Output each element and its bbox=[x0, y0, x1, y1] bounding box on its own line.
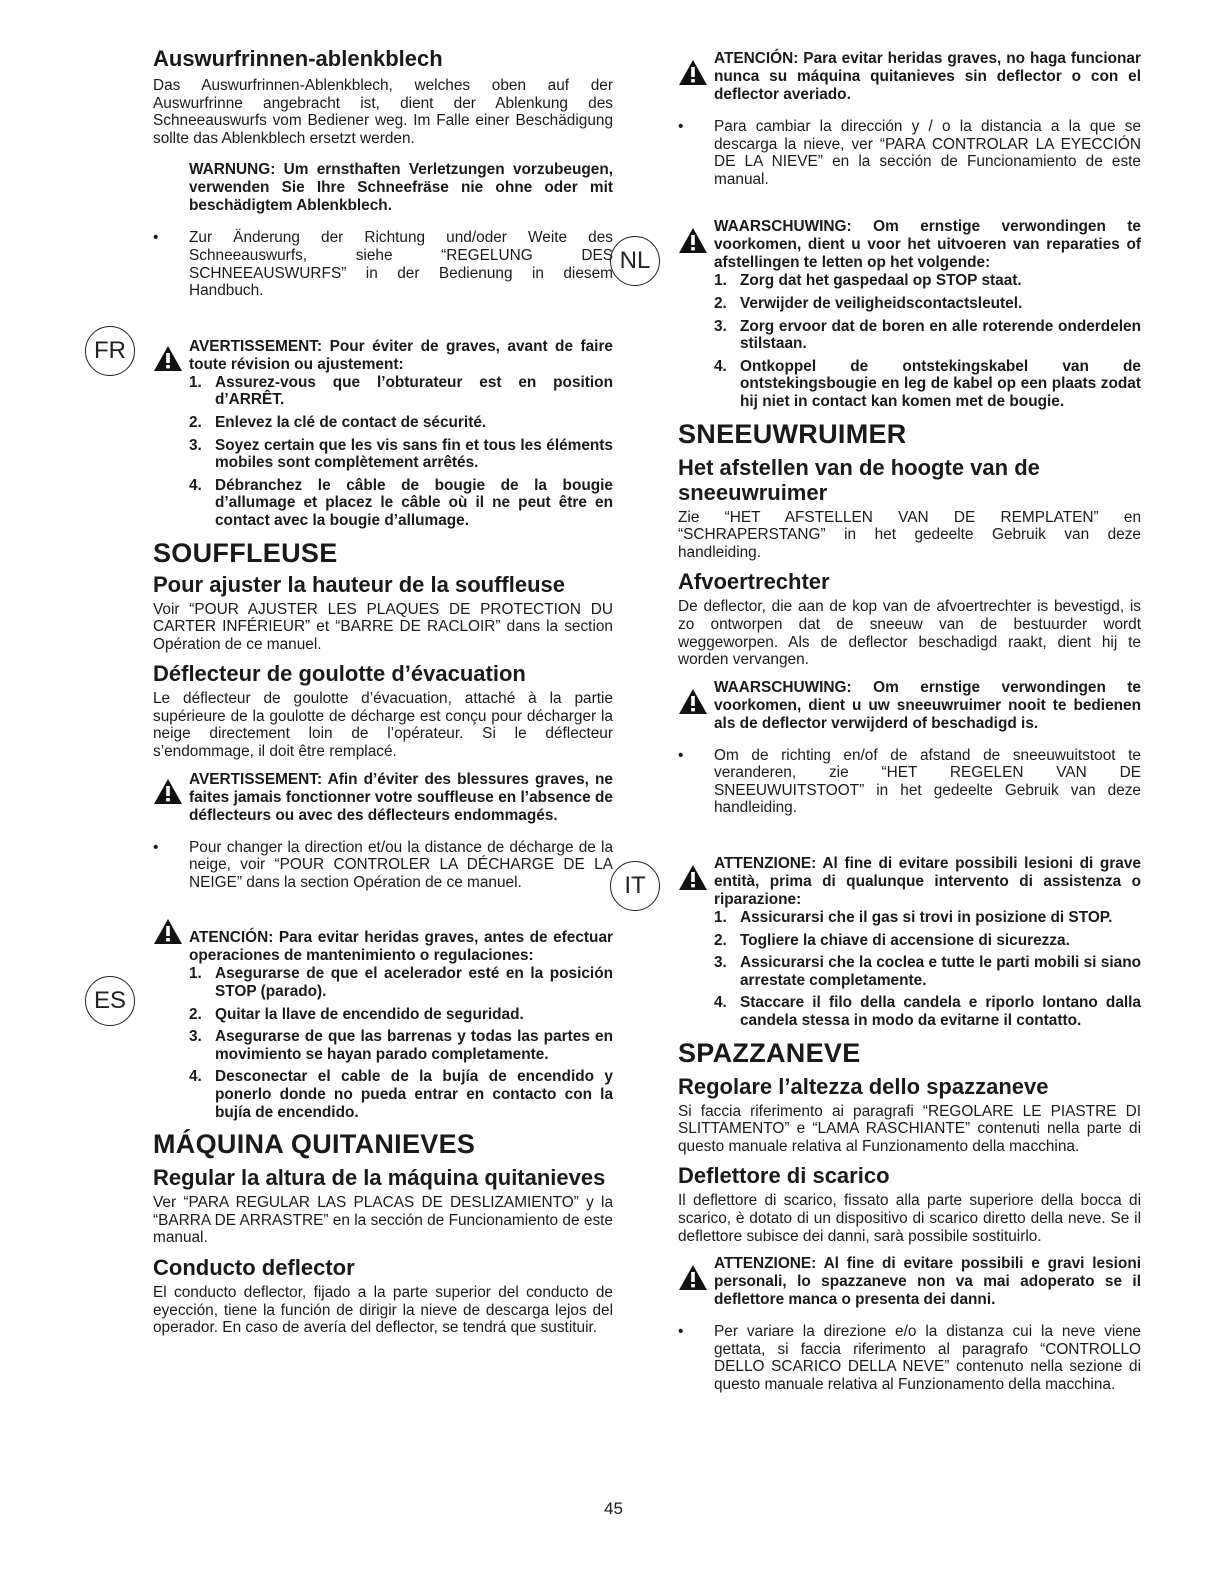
warning-icon bbox=[678, 864, 708, 891]
es-bullet bbox=[678, 118, 1141, 188]
warning-icon bbox=[153, 918, 183, 945]
list-item: 2. Enlevez la clé de contact de sécurité. bbox=[189, 413, 487, 431]
lang-badge-nl: NL bbox=[610, 236, 660, 286]
it-deflector-heading: Deflettore di scarico bbox=[678, 1163, 890, 1189]
nl-warning bbox=[678, 218, 1141, 272]
right-column bbox=[678, 50, 1141, 1394]
nl-steps bbox=[678, 272, 1141, 410]
fr-title: SOUFFLEUSE bbox=[153, 537, 338, 568]
nl-deflector-paragraph: De deflector, die aan de kop van de afvoertrechter is bevestigd, is zo ontworpen dat de sneeuw van de bestuurder wordt weggeworpen. Als de deflector beschadigd raakt, dient hij te worden vervangen. bbox=[678, 598, 1141, 669]
list-item: 2. Verwijder de veiligheidscontactsleutel. bbox=[714, 294, 1023, 312]
fr-height-heading: Pour ajuster la hauteur de la souffleuse bbox=[153, 571, 565, 597]
de-warning-text: WARNUNG: Um ernsthaften Verletzungen vorzubeugen, verwenden Sie Ihre Schneefräse nie ohne oder mit beschädigtem Ablenkblech. bbox=[189, 161, 613, 215]
fr-warning-2-text: AVERTISSEMENT: Afin d’éviter des blessures graves, ne faites jamais fonctionner votre souffleuse en l’absence de déflecteurs ou avec des déflecteurs endommagés. bbox=[189, 770, 613, 824]
list-item: 3. Soyez certain que les vis sans fin et tous les éléments mobiles sont complètement arrêtés. bbox=[189, 436, 613, 472]
list-item: 1. Asegurarse de que el acelerador esté en la posición STOP (parado). bbox=[189, 965, 613, 1001]
list-item: 4. Ontkoppel de ontstekingskabel van de ontstekingsbougie en leg de kabel op een plaats zodat hij niet in contact kan komen met de bougie. bbox=[714, 357, 1141, 410]
list-item: 1. Assicurarsi che il gas si trovi in posizione di STOP. bbox=[714, 909, 1113, 927]
list-item: 3. Asegurarse de que las barrenas y todas las partes en movimiento se hayan parado completamente. bbox=[189, 1028, 613, 1063]
page-number: 45 bbox=[604, 1499, 623, 1518]
list-item: 4. Débranchez le câble de bougie de la bougie d’allumage et placez le câble où il ne peut être en contact avec la bougie d’allumage. bbox=[189, 476, 613, 529]
nl-deflector-heading: Afvoertrechter bbox=[678, 569, 830, 595]
de-bullet bbox=[153, 229, 613, 299]
list-item: 3. Zorg ervoor dat de boren en alle roterende onderdelen stilstaan. bbox=[714, 317, 1141, 353]
it-bullet bbox=[678, 1323, 1141, 1393]
it-warning-text: ATTENZIONE: Al fine di evitare possibili lesioni di grave entità, prima di qualunque intervento di assistenza o riparazione: bbox=[714, 855, 1141, 909]
de-warning bbox=[153, 161, 613, 215]
es-warning bbox=[153, 929, 613, 965]
it-title: SPAZZANEVE bbox=[678, 1037, 861, 1068]
it-warning bbox=[678, 855, 1141, 909]
es-warning-2 bbox=[678, 50, 1141, 104]
nl-bullet-text: Om de richting en/of de afstand de sneeuwuitstoot te veranderen, zie “HET REGELEN VAN DE SNEEUWUITSTOOT” in het gedeelte Gebruik van deze handleiding. bbox=[714, 746, 1141, 817]
it-bullet-text: Per variare la direzione e/o la distanza cui la neve viene gettata, si faccia riferimento al paragrafo “CONTROLLO DELLO SCARICO DELLA NEVE” contenuto nella sezione di questo manuale relativa al Funzionamento della macchina. bbox=[714, 1323, 1141, 1393]
bullet-dot: • bbox=[678, 118, 684, 135]
lang-badge-fr: FR bbox=[85, 326, 135, 376]
fr-warning-text: AVERTISSEMENT: Pour éviter de graves, avant de faire toute révision ou ajustement: bbox=[189, 337, 613, 373]
fr-height-paragraph: Voir “POUR AJUSTER LES PLAQUES DE PROTECTION DU CARTER INFÉRIEUR” et “BARRE DE RACLOIR” dans la section Opération de ce manuel. bbox=[153, 600, 613, 653]
nl-warning-2-text: WAARSCHUWING: Om ernstige verwondingen te voorkomen, dient u uw sneeuwruimer nooit te bedienen als de deflector verwijderd of beschadigd is. bbox=[714, 678, 1141, 732]
fr-bullet-text: Pour changer la direction et/ou la distance de décharge de la neige, voir “POUR CONTROLER LA DÉCHARGE DE LA NEIGE” dans la section Opération de ce manuel. bbox=[189, 838, 613, 891]
it-height-paragraph: Si faccia riferimento ai paragrafi “REGOLARE LE PIASTRE DI SLITTAMENTO” e “LAMA RASCHIANTE” contenuti nella parte di questo manuale relativa al Funzionamento della macchina. bbox=[678, 1102, 1141, 1155]
de-heading: Auswurfrinnen-ablenkblech bbox=[153, 46, 443, 71]
es-height-heading: Regular la altura de la máquina quitanieves bbox=[153, 1165, 606, 1191]
es-deflector-paragraph: El conducto deflector, fijado a la parte superior del conducto de eyección, tiene la función de dirigir la nieve de descarga lejos del operador. En caso de avería del deflector, se tendrá que sustituir. bbox=[153, 1283, 613, 1337]
it-warning-2-text: ATTENZIONE: Al fine di evitare possibili e gravi lesioni personali, lo spazzaneve non va mai adoperato se il deflettore manca o presenta dei danni. bbox=[714, 1255, 1141, 1309]
it-warning-2 bbox=[678, 1255, 1141, 1309]
warning-icon bbox=[678, 59, 708, 86]
nl-height-paragraph: Zie “HET AFSTELLEN VAN DE REMPLATEN” en “SCHRAPERSTANG” in het gedeelte Gebruik van deze handleiding. bbox=[678, 508, 1141, 561]
fr-deflector-paragraph: Le déflecteur de goulotte d’évacuation, attaché à la partie supérieure de la goulotte de décharge est conçu pour décharger la neige directement loin de l’opérateur. Si le déflecteur s’endommage, il doit être remplacé. bbox=[153, 690, 613, 761]
nl-warning-2 bbox=[678, 679, 1141, 733]
list-item: 4. Staccare il filo della candela e riporlo lontano dalla candela stessa in modo da evitarne il contatto. bbox=[714, 994, 1141, 1030]
de-paragraph: Das Auswurfrinnen-Ablenkblech, welches oben auf der Auswurfrinne angebracht ist, dient der Ablenkung des Schneeauswurfs vom Bediener weg. Im Falle einer Beschädigung sollte das Ablenkblech ersetzt werden. bbox=[153, 77, 613, 147]
it-deflector-paragraph: Il deflettore di scarico, fissato alla parte superiore della bocca di scarico, è dotato di un dispositivo di scarico diretto della neve. Se il deflettore subisce dei danni, sarà possibile sostituirlo. bbox=[678, 1192, 1141, 1245]
warning-icon bbox=[678, 1264, 708, 1291]
list-item: 1. Zorg dat het gaspedaal op STOP staat. bbox=[714, 272, 1022, 290]
fr-steps bbox=[153, 374, 613, 530]
fr-warning bbox=[153, 338, 613, 374]
list-item: 2. Togliere la chiave di accensione di sicurezza. bbox=[714, 931, 1070, 949]
fr-deflector-heading: Déflecteur de goulotte d’évacuation bbox=[153, 661, 526, 687]
fr-warning-2 bbox=[153, 771, 613, 825]
list-item: 1. Assurez-vous que l’obturateur est en position d’ARRÊT. bbox=[189, 373, 613, 409]
es-warning-2-text: ATENCIÓN: Para evitar heridas graves, no haga funcionar nunca su máquina quitanieves sin deflector o con el deflector averiado. bbox=[714, 50, 1141, 103]
es-warning-text: ATENCIÓN: Para evitar heridas graves, antes de efectuar operaciones de mantenimiento o regulaciones: bbox=[189, 929, 613, 965]
warning-icon bbox=[678, 227, 708, 254]
es-deflector-heading: Conducto deflector bbox=[153, 1254, 355, 1280]
warning-icon bbox=[153, 345, 183, 372]
es-steps bbox=[153, 965, 613, 1121]
list-item: 2. Quitar la llave de encendido de seguridad. bbox=[189, 1005, 524, 1023]
fr-bullet bbox=[153, 839, 613, 892]
it-height-heading: Regolare l’altezza dello spazzaneve bbox=[678, 1073, 1049, 1099]
nl-bullet bbox=[678, 747, 1141, 817]
warning-icon bbox=[153, 778, 183, 805]
es-title: MÁQUINA QUITANIEVES bbox=[153, 1129, 476, 1160]
es-bullet-text: Para cambiar la dirección y / o la distancia a la que se descarga la nieve, ver “PARA CONTROLAR LA EYECCIÓN DE LA NIEVE” en la sección de Funcionamiento de este manual. bbox=[714, 118, 1141, 188]
bullet-dot: • bbox=[678, 746, 684, 764]
es-height-paragraph: Ver “PARA REGULAR LAS PLACAS DE DESLIZAMIENTO” y la “BARRA DE ARRASTRE” en la sección de Funcionamiento de este manual. bbox=[153, 1194, 613, 1247]
lang-badge-es: ES bbox=[85, 976, 135, 1026]
it-steps bbox=[678, 909, 1141, 1030]
bullet-dot: • bbox=[678, 1323, 684, 1341]
bullet-dot: • bbox=[153, 838, 159, 856]
warning-icon bbox=[678, 688, 708, 715]
bullet-dot: • bbox=[153, 229, 159, 247]
nl-warning-text: WAARSCHUWING: Om ernstige verwondingen te voorkomen, dient u voor het uitvoeren van reparaties of afstellingen te letten op het volgende: bbox=[714, 218, 1141, 272]
left-column bbox=[153, 46, 613, 1337]
list-item: 3. Assicurarsi che la coclea e tutte le parti mobili si siano arrestate completamente. bbox=[714, 954, 1141, 989]
nl-height-heading: Het afstellen van de hoogte van de sneeuwruimer bbox=[678, 454, 1040, 505]
de-bullet-text: Zur Änderung der Richtung und/oder Weite des Schneeauswurfs, siehe “REGELUNG DES SCHNEEAUSWURFS” in der Bedienung in diesem Handbuch. bbox=[189, 229, 613, 300]
nl-title: SNEEUWRUIMER bbox=[678, 418, 907, 449]
list-item: 4. Desconectar el cable de la bujía de encendido y ponerlo donde no pueda entrar en contacto con la bujía de encendido. bbox=[189, 1068, 613, 1121]
lang-badge-it: IT bbox=[610, 861, 660, 911]
